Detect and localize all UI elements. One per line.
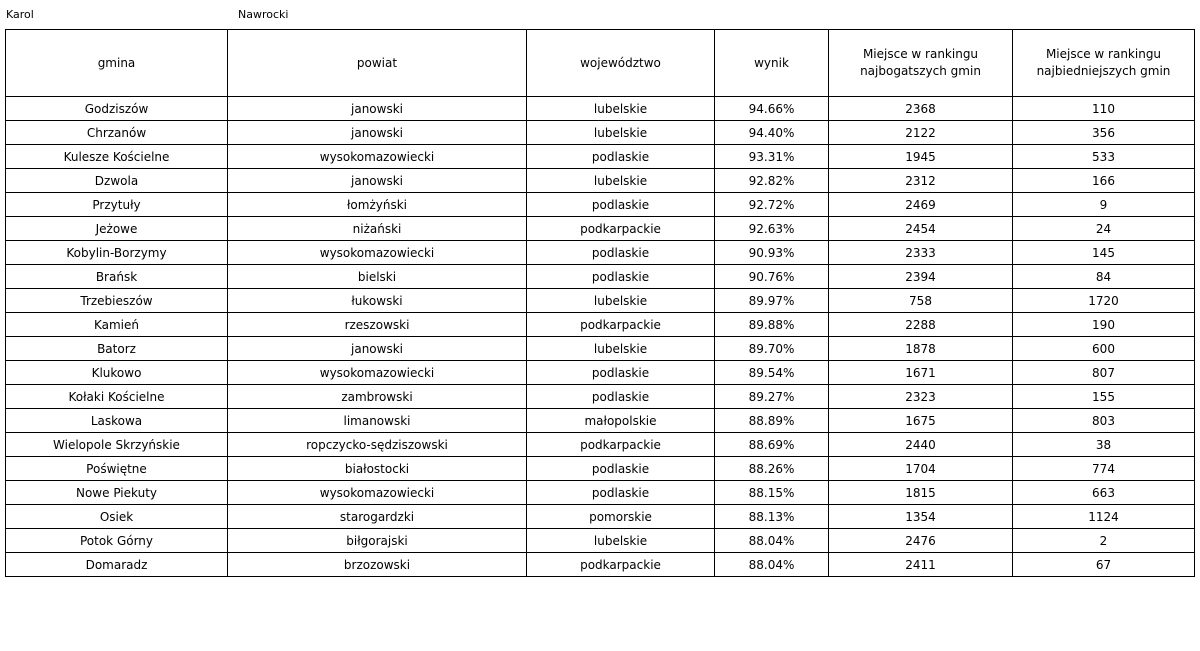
cell-wojewodztwo: podkarpackie <box>527 553 715 577</box>
cell-rank-richest: 758 <box>829 289 1013 313</box>
table-row <box>6 121 1195 145</box>
column-header-rank-richest: Miejsce w rankingu najbogatszych gmin <box>829 30 1013 97</box>
cell-wynik: 88.89% <box>715 409 829 433</box>
cell-wynik: 89.97% <box>715 289 829 313</box>
cell-powiat: łukowski <box>228 289 527 313</box>
table-row <box>6 361 1195 385</box>
table-row <box>6 409 1195 433</box>
cell-wynik: 94.66% <box>715 97 829 121</box>
first-name: Karol <box>6 8 34 21</box>
cell-gmina: Kobylin-Borzymy <box>6 241 228 265</box>
cell-powiat: wysokomazowiecki <box>228 481 527 505</box>
cell-powiat: starogardzki <box>228 505 527 529</box>
cell-gmina: Kołaki Kościelne <box>6 385 228 409</box>
cell-rank-richest: 1675 <box>829 409 1013 433</box>
column-header-powiat: powiat <box>228 30 527 97</box>
cell-rank-poorest: 600 <box>1013 337 1195 361</box>
table-row <box>6 193 1195 217</box>
cell-wojewodztwo: podkarpackie <box>527 217 715 241</box>
column-header-wojewodztwo: województwo <box>527 30 715 97</box>
header-row <box>6 30 1195 97</box>
cell-wynik: 92.72% <box>715 193 829 217</box>
results-table <box>5 29 1195 577</box>
cell-wynik: 88.69% <box>715 433 829 457</box>
cell-powiat: wysokomazowiecki <box>228 361 527 385</box>
cell-wynik: 89.54% <box>715 361 829 385</box>
cell-rank-richest: 1704 <box>829 457 1013 481</box>
cell-wojewodztwo: lubelskie <box>527 289 715 313</box>
cell-rank-poorest: 1720 <box>1013 289 1195 313</box>
table-row <box>6 289 1195 313</box>
cell-gmina: Batorz <box>6 337 228 361</box>
cell-rank-poorest: 807 <box>1013 361 1195 385</box>
cell-wojewodztwo: podlaskie <box>527 385 715 409</box>
cell-wojewodztwo: pomorskie <box>527 505 715 529</box>
cell-gmina: Przytuły <box>6 193 228 217</box>
cell-powiat: wysokomazowiecki <box>228 241 527 265</box>
table-row <box>6 145 1195 169</box>
cell-gmina: Laskowa <box>6 409 228 433</box>
cell-rank-richest: 2122 <box>829 121 1013 145</box>
cell-wynik: 88.04% <box>715 553 829 577</box>
cell-rank-richest: 2394 <box>829 265 1013 289</box>
table-row <box>6 481 1195 505</box>
cell-powiat: bielski <box>228 265 527 289</box>
cell-rank-poorest: 110 <box>1013 97 1195 121</box>
cell-gmina: Wielopole Skrzyńskie <box>6 433 228 457</box>
cell-gmina: Osiek <box>6 505 228 529</box>
cell-wojewodztwo: podlaskie <box>527 481 715 505</box>
cell-wynik: 88.15% <box>715 481 829 505</box>
cell-wynik: 93.31% <box>715 145 829 169</box>
table-row <box>6 265 1195 289</box>
cell-wynik: 88.26% <box>715 457 829 481</box>
cell-wojewodztwo: lubelskie <box>527 169 715 193</box>
table-row <box>6 433 1195 457</box>
cell-powiat: limanowski <box>228 409 527 433</box>
cell-gmina: Jeżowe <box>6 217 228 241</box>
cell-rank-richest: 1671 <box>829 361 1013 385</box>
cell-wojewodztwo: podkarpackie <box>527 313 715 337</box>
table-row <box>6 505 1195 529</box>
cell-rank-richest: 1354 <box>829 505 1013 529</box>
cell-gmina: Poświętne <box>6 457 228 481</box>
cell-powiat: wysokomazowiecki <box>228 145 527 169</box>
cell-rank-poorest: 533 <box>1013 145 1195 169</box>
cell-rank-poorest: 9 <box>1013 193 1195 217</box>
cell-gmina: Klukowo <box>6 361 228 385</box>
cell-powiat: białostocki <box>228 457 527 481</box>
cell-wojewodztwo: podlaskie <box>527 193 715 217</box>
cell-powiat: zambrowski <box>228 385 527 409</box>
cell-gmina: Chrzanów <box>6 121 228 145</box>
cell-rank-poorest: 190 <box>1013 313 1195 337</box>
cell-wojewodztwo: podlaskie <box>527 145 715 169</box>
cell-rank-poorest: 67 <box>1013 553 1195 577</box>
cell-wojewodztwo: lubelskie <box>527 337 715 361</box>
cell-gmina: Nowe Piekuty <box>6 481 228 505</box>
cell-wojewodztwo: lubelskie <box>527 97 715 121</box>
cell-wynik: 94.40% <box>715 121 829 145</box>
cell-wojewodztwo: małopolskie <box>527 409 715 433</box>
cell-wojewodztwo: podlaskie <box>527 361 715 385</box>
cell-wynik: 92.63% <box>715 217 829 241</box>
table-row <box>6 97 1195 121</box>
name-header <box>0 0 1200 22</box>
cell-rank-poorest: 155 <box>1013 385 1195 409</box>
cell-powiat: rzeszowski <box>228 313 527 337</box>
cell-rank-richest: 2312 <box>829 169 1013 193</box>
cell-wojewodztwo: podkarpackie <box>527 433 715 457</box>
cell-powiat: łomżyński <box>228 193 527 217</box>
cell-rank-poorest: 166 <box>1013 169 1195 193</box>
cell-rank-richest: 2440 <box>829 433 1013 457</box>
cell-wynik: 89.27% <box>715 385 829 409</box>
cell-powiat: janowski <box>228 97 527 121</box>
table-row <box>6 385 1195 409</box>
cell-wojewodztwo: lubelskie <box>527 121 715 145</box>
column-header-wynik: wynik <box>715 30 829 97</box>
cell-wojewodztwo: podlaskie <box>527 265 715 289</box>
cell-wynik: 89.88% <box>715 313 829 337</box>
cell-powiat: brzozowski <box>228 553 527 577</box>
cell-wynik: 92.82% <box>715 169 829 193</box>
cell-powiat: janowski <box>228 169 527 193</box>
cell-powiat: niżański <box>228 217 527 241</box>
cell-powiat: biłgorajski <box>228 529 527 553</box>
table-row <box>6 169 1195 193</box>
cell-rank-richest: 2368 <box>829 97 1013 121</box>
cell-wynik: 90.76% <box>715 265 829 289</box>
cell-powiat: janowski <box>228 337 527 361</box>
cell-rank-poorest: 803 <box>1013 409 1195 433</box>
cell-gmina: Trzebieszów <box>6 289 228 313</box>
cell-rank-poorest: 356 <box>1013 121 1195 145</box>
cell-rank-richest: 2454 <box>829 217 1013 241</box>
table-row <box>6 217 1195 241</box>
cell-rank-poorest: 84 <box>1013 265 1195 289</box>
cell-rank-richest: 2476 <box>829 529 1013 553</box>
table-row <box>6 337 1195 361</box>
table-row <box>6 553 1195 577</box>
cell-gmina: Kamień <box>6 313 228 337</box>
cell-powiat: janowski <box>228 121 527 145</box>
cell-wojewodztwo: podlaskie <box>527 457 715 481</box>
cell-gmina: Dzwola <box>6 169 228 193</box>
cell-rank-richest: 2323 <box>829 385 1013 409</box>
last-name: Nawrocki <box>238 8 289 21</box>
cell-rank-poorest: 774 <box>1013 457 1195 481</box>
cell-rank-poorest: 24 <box>1013 217 1195 241</box>
table-row <box>6 241 1195 265</box>
cell-rank-richest: 1815 <box>829 481 1013 505</box>
cell-rank-poorest: 38 <box>1013 433 1195 457</box>
cell-wojewodztwo: lubelskie <box>527 529 715 553</box>
table-row <box>6 457 1195 481</box>
cell-wojewodztwo: podlaskie <box>527 241 715 265</box>
cell-wynik: 88.04% <box>715 529 829 553</box>
column-header-rank-poorest: Miejsce w rankingu najbiedniejszych gmin <box>1013 30 1195 97</box>
cell-rank-richest: 2333 <box>829 241 1013 265</box>
cell-gmina: Kulesze Kościelne <box>6 145 228 169</box>
cell-rank-poorest: 1124 <box>1013 505 1195 529</box>
cell-rank-richest: 2411 <box>829 553 1013 577</box>
table-body <box>6 97 1195 577</box>
table-row <box>6 313 1195 337</box>
cell-rank-poorest: 2 <box>1013 529 1195 553</box>
cell-rank-poorest: 663 <box>1013 481 1195 505</box>
cell-rank-richest: 1945 <box>829 145 1013 169</box>
cell-gmina: Brańsk <box>6 265 228 289</box>
column-header-gmina: gmina <box>6 30 228 97</box>
cell-wynik: 90.93% <box>715 241 829 265</box>
cell-gmina: Domaradz <box>6 553 228 577</box>
cell-rank-richest: 2469 <box>829 193 1013 217</box>
cell-wynik: 89.70% <box>715 337 829 361</box>
cell-rank-richest: 2288 <box>829 313 1013 337</box>
cell-rank-poorest: 145 <box>1013 241 1195 265</box>
cell-powiat: ropczycko-sędziszowski <box>228 433 527 457</box>
cell-rank-richest: 1878 <box>829 337 1013 361</box>
cell-gmina: Godziszów <box>6 97 228 121</box>
cell-wynik: 88.13% <box>715 505 829 529</box>
cell-gmina: Potok Górny <box>6 529 228 553</box>
table-row <box>6 529 1195 553</box>
